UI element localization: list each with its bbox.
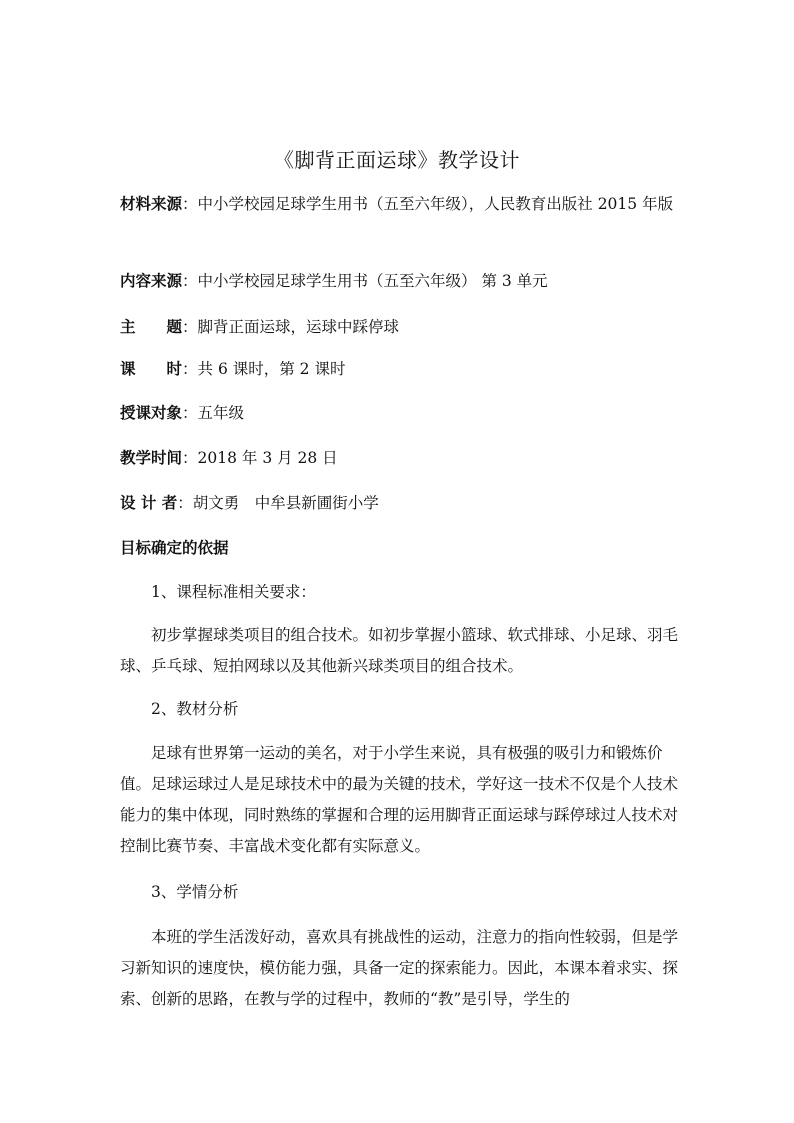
teaching-time: [120, 443, 680, 474]
material-label: 材料来源: [120, 195, 183, 213]
material-source: [120, 189, 680, 220]
designer-label: 设 计 者: [120, 494, 178, 512]
content-label: 内容来源: [120, 272, 183, 290]
time-label: 教学时间: [120, 449, 183, 467]
document-title: 《脚背正面运球》教学设计: [274, 148, 520, 172]
topic-value: ：脚背正面运球，运球中踩停球: [182, 318, 400, 336]
target-value: ：五年级: [182, 404, 245, 422]
target-label: 授课对象: [120, 404, 183, 422]
topic: [120, 312, 680, 343]
class-hours: [120, 354, 680, 385]
target-audience: [120, 398, 680, 429]
content-value: ：中小学校园足球学生用书（五至六年级） 第 3 单元: [182, 272, 548, 290]
content-source: [120, 266, 680, 297]
time-value: ：2018 年 3 月 28 日: [182, 449, 338, 467]
sub3-heading: 3、学情分析: [151, 883, 239, 901]
material-value: ：中小学校园足球学生用书（五至六年级），人民教育出版社 2015 年版: [182, 195, 674, 213]
sub3-text: 本班的学生活泼好动，喜欢具有挑战性的运动，注意力的指向性较弱，但是学习新知识的速度快，模仿能力强，具备一定的探索能力。因此，本课本着求实、探索、创新的思路，在教与学的过程中，教师的“教”是引导，学生的: [120, 928, 679, 1008]
sub1-heading: 1、课程标准相关要求：: [151, 583, 316, 601]
sub2-text: 足球有世界第一运动的美名，对于小学生来说，具有极强的吸引力和锻炼价值。足球运球过人是足球技术中的最为关键的技术，学好这一技术不仅是个人技术能力的集中体现，同时熟练的掌握和合理的运用脚背正面运球与踩停球过人技术对控制比赛节奏、丰富战术变化都有实际意义。: [120, 744, 679, 855]
designer-value: ：胡文勇 中牟县新圃街小学: [177, 494, 379, 512]
hours-label: 课 时: [120, 360, 183, 378]
designer: [120, 488, 680, 519]
sub1-text: 初步掌握球类项目的组合技术。如初步掌握小篮球、软式排球、小足球、羽毛球、乒乓球、短拍网球以及其他新兴球类项目的组合技术。: [120, 626, 679, 675]
sub2-heading: 2、教材分析: [151, 700, 239, 718]
section-heading: 目标确定的依据: [120, 539, 229, 557]
hours-value: ：共 6 课时，第 2 课时: [182, 360, 346, 378]
topic-label: 主 题: [120, 318, 183, 336]
